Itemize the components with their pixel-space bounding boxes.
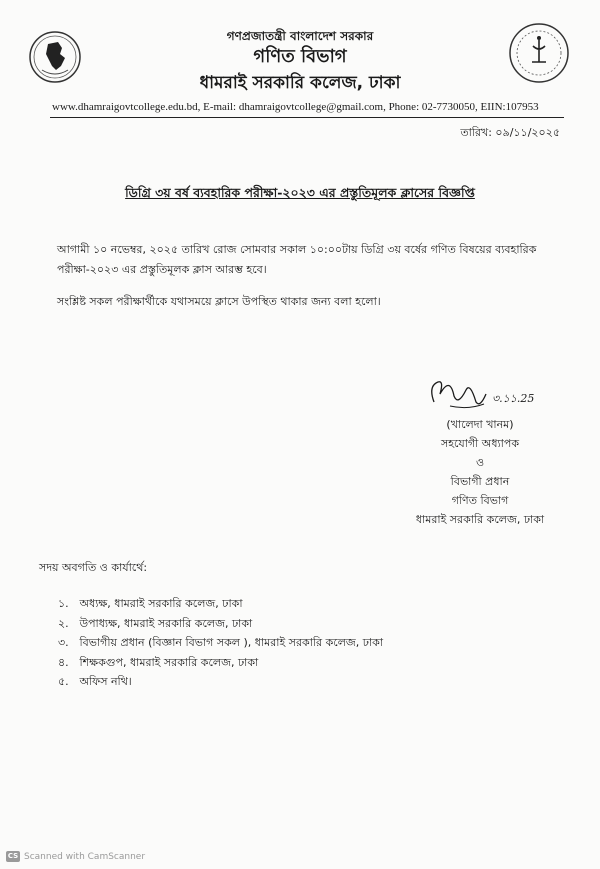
list-item-text: অফিস নথি। — [79, 675, 132, 688]
signatory-name: (খালেদা খানম) — [446, 418, 514, 431]
list-item-number: ৫. — [58, 675, 69, 688]
list-item — [58, 653, 383, 673]
signature-date: ৩.১১.25 — [492, 392, 535, 405]
camscanner-logo-icon: CS — [7, 852, 19, 860]
letterhead — [0, 28, 600, 94]
contact-line: www.dhamraigovtcollege.edu.bd, E-mail: dhamraigovtcollege@gmail.com, Phone: 02-7730050, EIIN:107953 — [52, 101, 539, 113]
government-title: গণপ্রজাতন্ত্রী বাংলাদেশ সরকার — [226, 29, 374, 43]
list-item — [58, 614, 383, 634]
distribution-list — [58, 594, 383, 692]
body-paragraph-1: আগামী ১০ নভেম্বর, ২০২৫ তারিখ রোজ সোমবার সকাল ১০:০০টায় ডিগ্রি ৩য় বর্ষের গণিত বিষয়ের ব্যবহারিক পরীক্ষা-২০২৩ এর প্রস্তুতিমূলক ক্লাস আরম্ভ হবে। — [57, 243, 537, 276]
notice-subject — [0, 185, 600, 205]
list-item-text: উপাধ্যক্ষ, ধামরাই সরকারি কলেজ, ঢাকা — [79, 616, 253, 630]
signatory-title-2: বিভাগী প্রধান — [450, 475, 510, 488]
scanner-watermark — [6, 851, 145, 862]
department-title: গণিত বিভাগ — [253, 46, 347, 67]
signatory-college: ধামরাই সরকারি কলেজ, ঢাকা — [415, 513, 545, 526]
list-item — [58, 633, 383, 653]
signatory-block — [380, 415, 580, 529]
header-divider — [50, 117, 564, 118]
scanner-watermark-text: Scanned with CamScanner — [24, 851, 146, 862]
list-item-number: ৩. — [58, 636, 69, 649]
college-title: ধামরাই সরকারি কলেজ, ঢাকা — [199, 73, 401, 93]
list-item-text: বিভাগীয় প্রধান (বিজ্ঞান বিভাগ সকল ), ধামরাই সরকারি কলেজ, ঢাকা — [79, 636, 384, 649]
issue-date: তারিখ: ০৯/১১/২০২৫ — [460, 126, 560, 139]
list-item-number: ১. — [58, 597, 69, 610]
signatory-department: গণিত বিভাগ — [451, 494, 509, 507]
list-item-text: অধ্যক্ষ, ধামরাই সরকারি কলেজ, ঢাকা — [79, 597, 243, 610]
signatory-title-1: সহযোগী অধ্যাপক — [440, 437, 520, 450]
list-item — [58, 594, 383, 614]
body-paragraph-2: সংশ্লিষ্ট সকল পরীক্ষার্থীকে যথাসময়ে ক্লাসে উপস্থিত থাকার জন্য বলা হলো। — [57, 295, 381, 308]
list-item — [58, 672, 383, 692]
distribution-title: সদয় অবগতি ও কার্যার্থে: — [39, 561, 148, 574]
notice-subject-text: ডিগ্রি ৩য় বর্ষ ব্যবহারিক পরীক্ষা-২০২৩ এর প্রস্তুতিমূলক ক্লাসের বিজ্ঞপ্তি — [125, 185, 475, 200]
list-item-text: শিক্ষকগুপ, ধামরাই সরকারি কলেজ, ঢাকা — [79, 655, 259, 669]
list-item-number: ২. — [58, 616, 69, 630]
list-item-number: ৪. — [58, 655, 69, 669]
signatory-and: ও — [475, 456, 485, 469]
